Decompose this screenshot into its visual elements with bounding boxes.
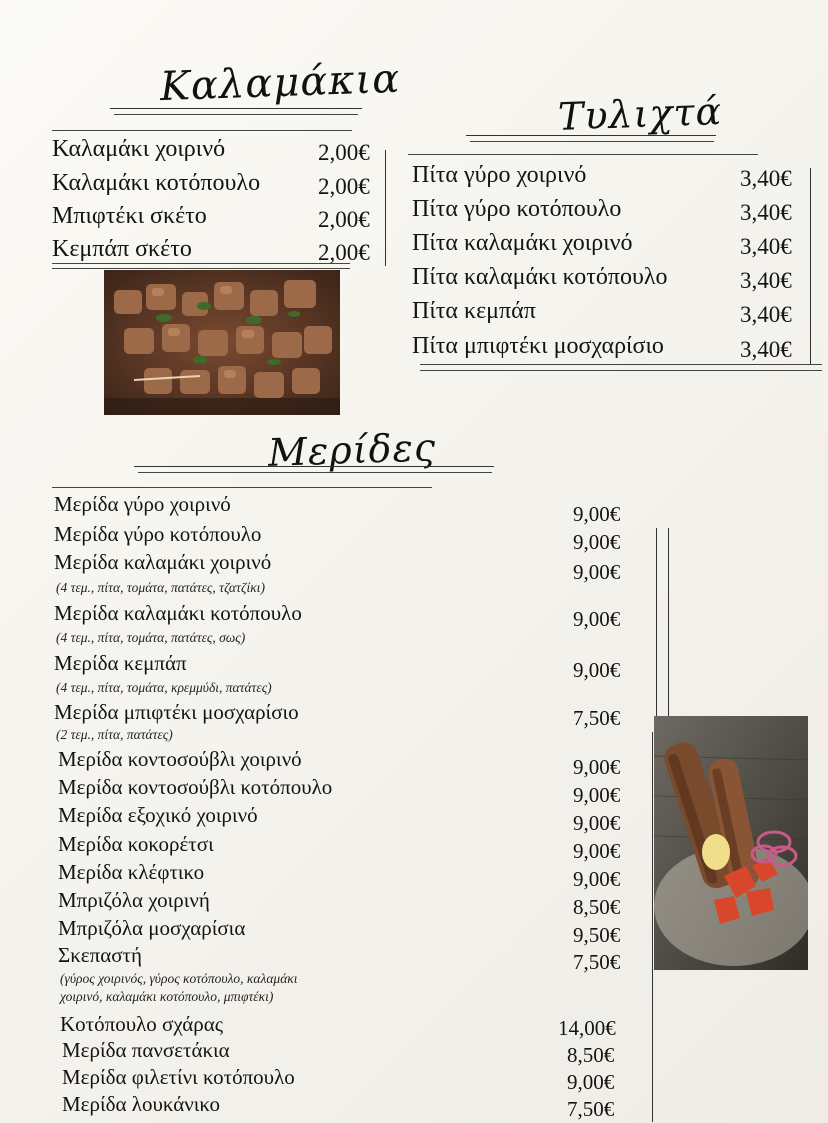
menu-item-price: 2,00€ xyxy=(318,174,370,199)
menu-item-name: Καλαμάκι χοιρινό xyxy=(52,136,226,162)
menu-item-price: 9,00€ xyxy=(573,560,621,584)
menu-item-price: 7,50€ xyxy=(567,1097,615,1121)
menu-item-name: Μερίδα κοντοσούβλι κοτόπουλο xyxy=(58,775,333,799)
divider xyxy=(134,466,494,467)
divider xyxy=(110,108,362,109)
menu-item-price: 9,00€ xyxy=(573,783,621,807)
divider xyxy=(652,732,653,1122)
menu-item-name: Μερίδα γύρο κοτόπουλο xyxy=(54,522,262,546)
menu-item-name: Μερίδα λουκάνικο xyxy=(62,1092,221,1116)
menu-item-price: 3,40€ xyxy=(740,166,792,191)
menu-item-price: 9,00€ xyxy=(573,658,621,682)
menu-item-price: 3,40€ xyxy=(740,302,792,327)
menu-item-price: 3,40€ xyxy=(740,268,792,293)
menu-item-price: 9,00€ xyxy=(573,839,621,863)
menu-item-price: 9,00€ xyxy=(573,755,621,779)
menu-item-price: 3,40€ xyxy=(740,234,792,259)
souvlaki-photo xyxy=(104,270,340,415)
menu-item-name: Μερίδα κεμπάπ xyxy=(54,651,187,675)
menu-item-price: 3,40€ xyxy=(740,337,792,362)
menu-item-price: 14,00€ xyxy=(558,1016,616,1040)
divider xyxy=(114,114,358,115)
menu-item-name: Πίτα καλαμάκι κοτόπουλο xyxy=(412,264,668,290)
menu-item-note: (4 τεμ., πίτα, τομάτα, κρεμμύδι, πατάτες) xyxy=(56,680,272,695)
divider xyxy=(470,141,714,142)
kebab-plate-photo xyxy=(654,716,808,970)
section-title-merides: Μερίδες xyxy=(267,425,437,475)
section-title-kalamakia: Καλαμάκια xyxy=(159,55,401,111)
menu-item-price: 9,00€ xyxy=(573,811,621,835)
menu-item-price: 9,00€ xyxy=(567,1070,615,1094)
menu-item-name: Πίτα μπιφτέκι μοσχαρίσιο xyxy=(412,333,664,359)
menu-item-name: Μερίδα πανσετάκια xyxy=(62,1038,230,1062)
menu-item-name: Μερίδα γύρο χοιρινό xyxy=(54,492,231,516)
menu-item-note: (γύρος χοιρινός, γύρος κοτόπουλο, καλαμάκι xyxy=(60,971,298,986)
divider xyxy=(52,130,352,131)
menu-item-price: 2,00€ xyxy=(318,207,370,232)
divider xyxy=(420,364,822,365)
menu-item-name: Μερίδα μπιφτέκι μοσχαρίσιο xyxy=(54,700,299,724)
menu-item-name: Κοτόπουλο σχάρας xyxy=(60,1012,224,1036)
menu-item-price: 2,00€ xyxy=(318,140,370,165)
menu-item-price: 2,00€ xyxy=(318,240,370,265)
divider xyxy=(466,135,716,136)
divider xyxy=(52,487,432,488)
divider xyxy=(656,528,657,732)
menu-item-name: Μερίδα κλέφτικο xyxy=(58,860,205,884)
menu-item-name: Μερίδα κοντοσούβλι χοιρινό xyxy=(58,747,302,771)
menu-item-name: Πίτα κεμπάπ xyxy=(412,298,536,324)
menu-item-note: (4 τεμ., πίτα, τομάτα, πατάτες, τζατζίκι) xyxy=(56,580,265,595)
menu-item-name: Πίτα καλαμάκι χοιρινό xyxy=(412,230,633,256)
divider xyxy=(420,370,822,371)
menu-item-name: Σκεπαστή xyxy=(58,943,142,967)
menu-item-note: (4 τεμ., πίτα, τομάτα, πατάτες, σως) xyxy=(56,630,246,645)
divider xyxy=(810,168,811,364)
menu-item-name: Μπιφτέκι σκέτο xyxy=(52,203,207,229)
menu-item-price: 8,50€ xyxy=(573,895,621,919)
divider xyxy=(408,154,758,155)
menu-item-name: Μπριζόλα μοσχαρίσια xyxy=(58,916,246,940)
menu-item-price: 7,50€ xyxy=(573,706,621,730)
menu-item-name: Μερίδα κοκορέτσι xyxy=(58,832,214,856)
menu-item-name: Μπριζόλα χοιρινή xyxy=(58,888,210,912)
menu-item-name: Μερίδα εξοχικό χοιρινό xyxy=(58,803,258,827)
divider xyxy=(52,268,350,269)
menu-item-price: 8,50€ xyxy=(567,1043,615,1067)
divider xyxy=(668,528,669,732)
menu-item-price: 7,50€ xyxy=(573,950,621,974)
menu-item-name: Μερίδα καλαμάκι χοιρινό xyxy=(54,550,272,574)
menu-item-price: 9,50€ xyxy=(573,923,621,947)
menu-item-name: Καλαμάκι κοτόπουλο xyxy=(52,170,261,196)
menu-item-price: 9,00€ xyxy=(573,502,621,526)
menu-item-note: χοιρινό, καλαμάκι κοτόπουλο, μπιφτέκι) xyxy=(60,989,274,1004)
menu-item-name: Μερίδα καλαμάκι κοτόπουλο xyxy=(54,601,302,625)
divider xyxy=(138,472,492,473)
divider xyxy=(385,150,386,266)
divider xyxy=(52,263,350,264)
menu-item-price: 9,00€ xyxy=(573,530,621,554)
menu-item-name: Κεμπάπ σκέτο xyxy=(52,236,192,262)
menu-item-name: Πίτα γύρο χοιρινό xyxy=(412,162,587,188)
section-title-tylixta: Τυλιχτά xyxy=(557,89,723,139)
menu-item-price: 9,00€ xyxy=(573,867,621,891)
menu-item-name: Μερίδα φιλετίνι κοτόπουλο xyxy=(62,1065,295,1089)
menu-item-name: Πίτα γύρο κοτόπουλο xyxy=(412,196,622,222)
menu-item-price: 3,40€ xyxy=(740,200,792,225)
menu-item-note: (2 τεμ., πίτα, πατάτες) xyxy=(56,727,173,742)
menu-item-price: 9,00€ xyxy=(573,607,621,631)
